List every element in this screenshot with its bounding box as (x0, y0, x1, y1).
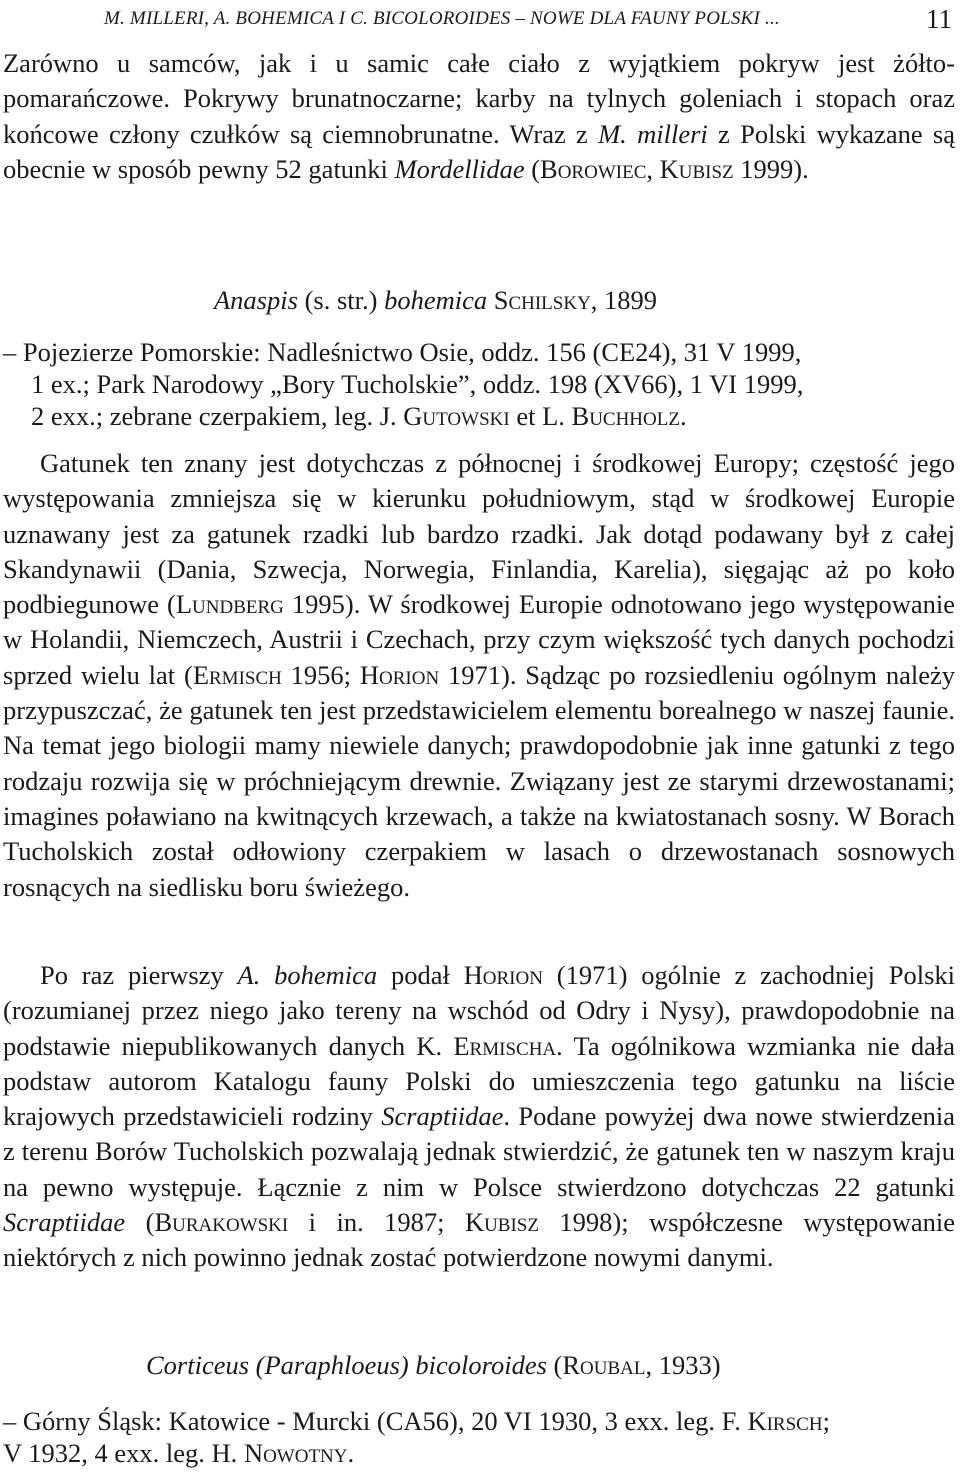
species-heading-corticeus (146, 1350, 721, 1381)
family-name: Mordellidae (394, 153, 525, 184)
author-name: Kubisz (659, 153, 734, 184)
text: 1995). W środkowej Europie odnotowano jego występowanie w Holandii, Niemczech, Austrii i Czechach, przy czym większość tych danych pochodzi sprzed wielu lat ( (3, 589, 955, 690)
collector-name: Gutowski (403, 401, 510, 431)
paragraph-description (3, 46, 955, 187)
text: z Polski wykazane są obecnie w sposób pewny 52 gatunki (3, 118, 955, 184)
species-heading-anaspis (214, 285, 657, 316)
text: Zarówno u samców, jak i u samic całe ciało z wyjątkiem pokryw jest żółto-pomarańczowe. Pokrywy brunatnoczarne; karby na tylnych goleniach i stopach oraz końcowe człony czułków są ciemnobrunatne. Wraz z (3, 48, 955, 149)
record-line (3, 400, 955, 432)
author-name: Borowiec (540, 153, 647, 184)
text: et L. (509, 401, 572, 431)
text: podał (377, 960, 464, 990)
record-line: 1 ex.; Park Narodowy „Bory Tucholskie”, oddz. 198 (XV66), 1 VI 1999, (31, 369, 804, 399)
text: ( (546, 1350, 563, 1380)
material-record-1 (3, 336, 955, 432)
paragraph-history (3, 958, 955, 1276)
author-name: Horion (463, 960, 543, 990)
author-name: Ermischa (453, 1030, 557, 1061)
text: ( (524, 153, 541, 184)
text: (1971) ogólnie z zachodniej Polski (rozumianej przez niego jako tereny na wschód od Odry i Nysy), prawdopodobnie na podstawie niepublikowanych danych K. (3, 960, 955, 1061)
text: . (347, 1438, 355, 1468)
species-epithet: bohemica (384, 285, 488, 315)
subgenus: (s. str.) (297, 285, 385, 315)
author-name: Kubisz (464, 1207, 539, 1238)
text: . (679, 401, 687, 431)
text: ; (822, 1406, 830, 1436)
page-number: 11 (926, 4, 952, 34)
species-year: , 1899 (590, 285, 658, 315)
material-record-2 (3, 1405, 955, 1469)
text: 1998); współczesne występowanie niektórych z nich powinno jednak zostać potwierdzone nowymi danymi. (3, 1207, 955, 1273)
text: . Ta ogólnikowa wzmianka nie dała podstaw autorom Katalogu fauny Polski do umieszczenia tego gatunku na liście krajowych przedstawicieli rodziny (3, 1030, 956, 1132)
text: , (646, 153, 660, 184)
text: Gatunek ten znany jest dotychczas z północnej i środkowej Europy; częstość jego występowania zmniejsza się w kierunku południowym, stąd w środkowej Europie uznawany jest za gatunek rzadki lub bardzo rzadki. Jak dotąd podawany był z całej Skandynawii (Dania, Szwecja, Norwegia, Finlandia, Karelia), sięgając aż po koło podbiegunowe ( (3, 448, 955, 620)
species-name: A. bohemica (237, 960, 378, 990)
text: ( (125, 1207, 155, 1238)
record-line: – Pojezierze Pomorskie: Nadleśnictwo Osie, oddz. 156 (CE24), 31 V 1999, (3, 337, 802, 367)
genus-name: Anaspis (214, 285, 298, 315)
species-year: , 1933) (645, 1350, 721, 1380)
collector-name: Kirsch (747, 1406, 823, 1436)
text: 1971). Sądząc po rozsiedleniu ogólnym należy przypuszczać, że gatunek ten jest przedstawicielem elementu borealnego w naszej faunie. Na temat jego biologii mamy niewiele danych; prawdopodobnie jak inne gatunki z tego rodzaju rozwija się w próchniejącym drewnie. Związany jest ze starymi drzewostanami; imagines poławiano na kwitnących krzewach, a także na kwiatostanach sosny. W Borach Tucholskich został odłowiony czerpakiem w lasach o drzewostanach sosnowych rosnących na siedlisku boru świeżego. (3, 659, 955, 902)
text: 2 exx.; zebrane czerpakiem, leg. J. (31, 401, 404, 431)
record-line (3, 1406, 830, 1436)
running-header (0, 4, 960, 34)
text: . Podane powyżej dwa nowe stwierdzenia z terenu Borów Tucholskich pozwalają jednak stwierdzić, że gatunek ten w naszym kraju na pewno występuje. Łącznie z nim w Polsce stwierdzono dotychczas 22 gatunki (3, 1101, 956, 1202)
species-name: Corticeus (Paraphloeus) bicoloroides (146, 1350, 547, 1380)
collector-name: Buchholz (571, 401, 680, 431)
record-line (3, 1437, 955, 1469)
collector-name: Nowotny (243, 1438, 348, 1468)
text: V 1932, 4 exx. leg. H. (3, 1438, 244, 1468)
text: 1999). (733, 153, 809, 184)
text: Po raz pierwszy (40, 960, 238, 990)
text: 1956; (281, 659, 360, 690)
species-author: Schilsky (493, 285, 591, 315)
family-name: Scraptiidae (3, 1207, 126, 1238)
author-name: Horion (359, 659, 440, 690)
species-name: M. milleri (598, 118, 708, 149)
text: – Górny Śląsk: Katowice - Murcki (CA56), 20 VI 1930, 3 exx. leg. F. (3, 1406, 748, 1436)
author-name: Ermisch (192, 659, 282, 690)
species-author: Roubal (562, 1350, 646, 1380)
family-name: Scraptiidae (381, 1101, 504, 1132)
text: i in. 1987; (288, 1207, 465, 1238)
author-name: Burakowski (154, 1207, 289, 1238)
running-head: M. MILLERI, A. BOHEMICA I C. BICOLOROIDES – NOWE DLA FAUNY POLSKI ... (104, 8, 780, 29)
paragraph-distribution (3, 446, 955, 905)
author-name: Lundberg (175, 589, 284, 620)
